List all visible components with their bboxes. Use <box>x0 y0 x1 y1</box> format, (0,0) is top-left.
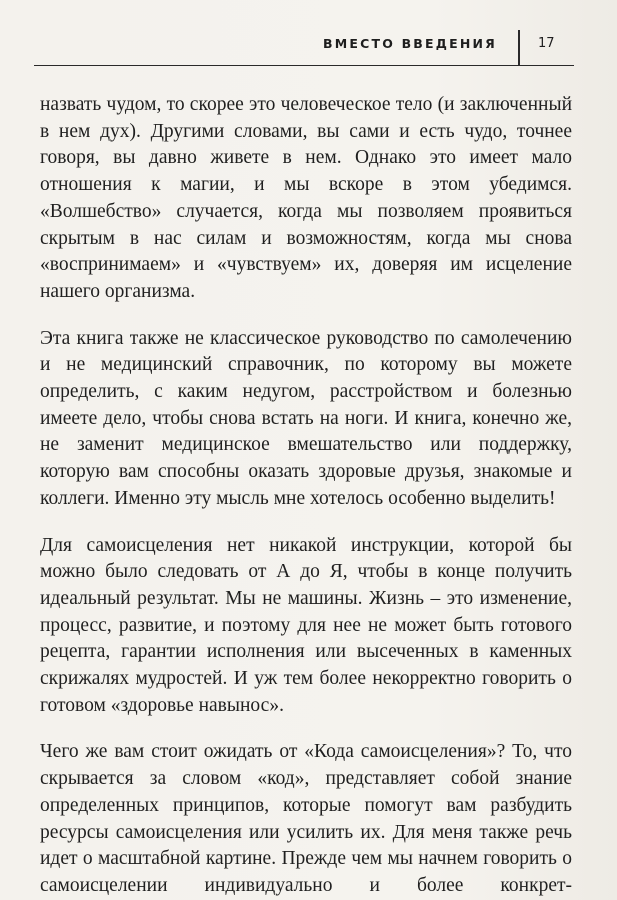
section-title: ВМЕСТО ВВЕДЕНИЯ <box>323 36 497 51</box>
header-rule <box>34 65 574 66</box>
paragraph: Чего же вам стоит ожидать от «Кода самоисцеления»? То, что скрывается за словом «код», представляет собой знание определенных принципов, которые помогут вам разбудить ресурсы самоисцеления или усилить их. Для меня также речь идет о масштабной картине. Прежде чем мы начнем говорить о самоисцелении индивидуально и более конкрет- <box>40 741 572 896</box>
paragraph: назвать чудом, то скорее это человеческое тело (и заключенный в нем дух). Другими словами, вы сами и есть чудо, точнее говоря, вы давно живете в нем. Однако это имеет мало отношения к магии, и мы вскоре в этом убедимся. «Волшебство» случается, когда мы позволяем проявиться скрытым в нас силам и возможностям, когда мы снова «воспринимаем» и «чувствуем» их, доверяя им исцеление нашего организма. <box>40 94 572 302</box>
page-number: 17 <box>538 36 555 51</box>
header-divider <box>518 30 520 66</box>
paragraph: Для самоисцеления нет никакой инструкции, которой бы можно было следовать от А до Я, чтобы в конце получить идеальный результат. Мы не машины. Жизнь – это изменение, процесс, развитие, и поэтому для нее не может быть готового рецепта, гарантии исполнения или высеченных в каменных скрижалях мудростей. И уж тем более некорректно говорить о готовом «здоровье навынос». <box>40 534 572 716</box>
body-text <box>40 92 572 900</box>
running-head <box>0 30 617 70</box>
paragraph: Эта книга также не классическое руководство по самолечению и не медицинский справочник, по которому вы можете определить, с каким недугом, расстройством и болезнью имеете дело, чтобы снова встать на ноги. И книга, конечно же, не заменит медицинское вмешательство или поддержку, которую вам способны оказать здоровые друзья, знакомые и коллеги. Именно эту мысль мне хотелось особенно выделить! <box>40 327 572 509</box>
